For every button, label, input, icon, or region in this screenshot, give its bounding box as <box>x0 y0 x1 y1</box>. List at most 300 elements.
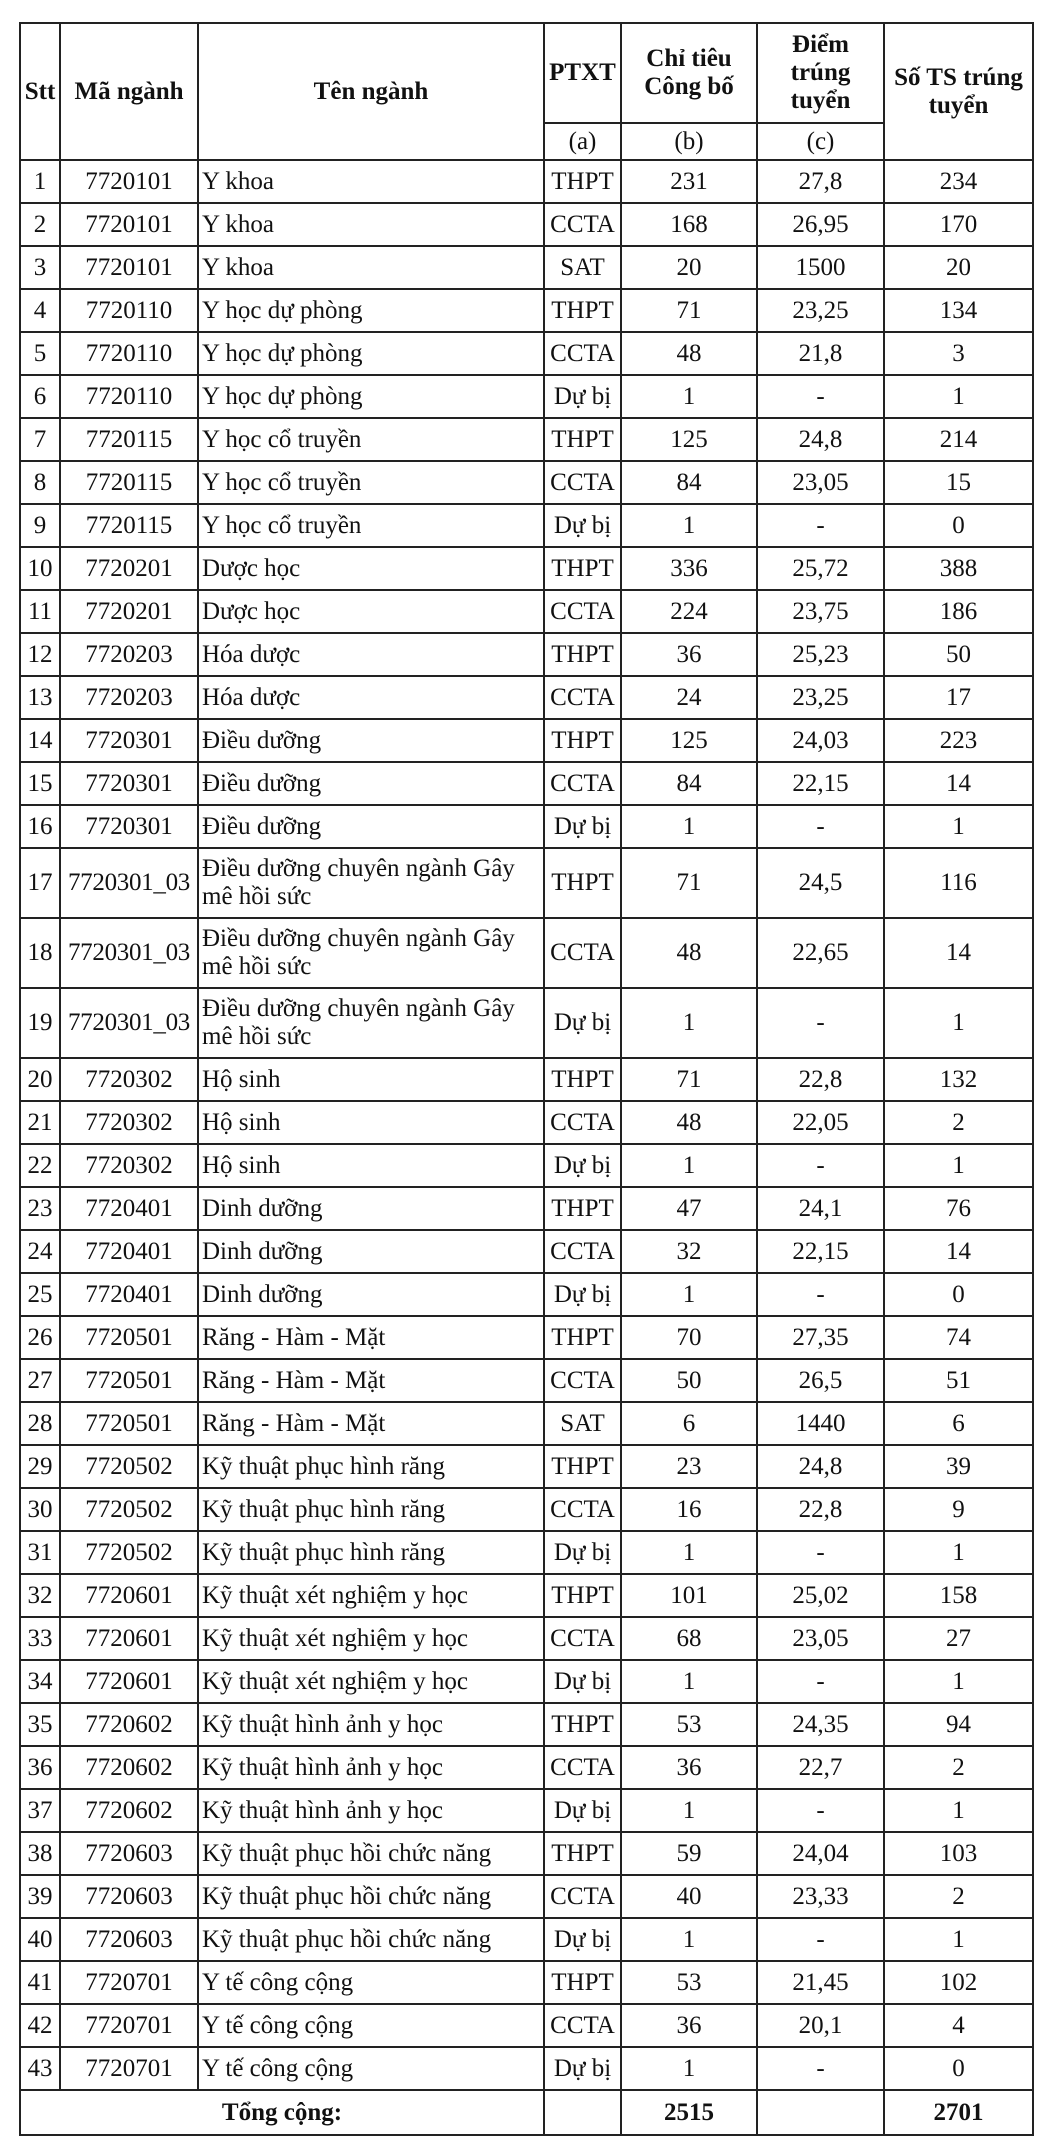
table-row <box>20 1703 1033 1746</box>
table-row <box>20 1617 1033 1660</box>
cell-ma-nganh: 7720601 <box>60 1574 198 1617</box>
cell-ma-nganh: 7720101 <box>60 160 198 203</box>
cell-ma-nganh: 7720301_03 <box>60 918 198 988</box>
cell-chi-tieu: 68 <box>621 1617 757 1660</box>
cell-stt: 1 <box>20 160 60 203</box>
cell-ma-nganh: 7720401 <box>60 1273 198 1316</box>
cell-ptxt: CCTA <box>544 461 621 504</box>
cell-diem: 27,8 <box>757 160 884 203</box>
cell-ten-nganh: Kỹ thuật xét nghiệm y học <box>198 1574 544 1617</box>
cell-stt: 9 <box>20 504 60 547</box>
table-row <box>20 547 1033 590</box>
cell-stt: 16 <box>20 805 60 848</box>
cell-ten-nganh: Điều dưỡng chuyên ngành Gây mê hồi sức <box>198 848 544 918</box>
table-row <box>20 1402 1033 1445</box>
cell-diem: - <box>757 504 884 547</box>
cell-ptxt: THPT <box>544 719 621 762</box>
table-row <box>20 1660 1033 1703</box>
cell-ma-nganh: 7720602 <box>60 1789 198 1832</box>
header-ptxt: PTXT <box>544 23 621 123</box>
cell-chi-tieu: 1 <box>621 1273 757 1316</box>
cell-chi-tieu: 50 <box>621 1359 757 1402</box>
cell-ma-nganh: 7720502 <box>60 1531 198 1574</box>
cell-stt: 41 <box>20 1961 60 2004</box>
cell-ptxt: THPT <box>544 418 621 461</box>
cell-stt: 6 <box>20 375 60 418</box>
cell-so-ts: 3 <box>884 332 1033 375</box>
cell-chi-tieu: 16 <box>621 1488 757 1531</box>
header-sub-a: (a) <box>544 123 621 160</box>
cell-stt: 17 <box>20 848 60 918</box>
cell-ptxt: CCTA <box>544 203 621 246</box>
cell-chi-tieu: 40 <box>621 1875 757 1918</box>
cell-chi-tieu: 71 <box>621 289 757 332</box>
cell-so-ts: 134 <box>884 289 1033 332</box>
table-row <box>20 590 1033 633</box>
cell-ptxt: Dự bị <box>544 1531 621 1574</box>
cell-ptxt: THPT <box>544 1058 621 1101</box>
cell-chi-tieu: 24 <box>621 676 757 719</box>
cell-so-ts: 17 <box>884 676 1033 719</box>
cell-stt: 25 <box>20 1273 60 1316</box>
cell-diem: 24,8 <box>757 418 884 461</box>
cell-ptxt: Dự bị <box>544 375 621 418</box>
cell-stt: 24 <box>20 1230 60 1273</box>
cell-so-ts: 20 <box>884 246 1033 289</box>
cell-so-ts: 1 <box>884 1918 1033 1961</box>
cell-stt: 31 <box>20 1531 60 1574</box>
cell-ten-nganh: Kỹ thuật phục hồi chức năng <box>198 1832 544 1875</box>
table-row <box>20 805 1033 848</box>
cell-ten-nganh: Y học dự phòng <box>198 375 544 418</box>
cell-diem: 22,15 <box>757 762 884 805</box>
table-row <box>20 762 1033 805</box>
cell-stt: 32 <box>20 1574 60 1617</box>
table-header <box>20 23 1033 160</box>
table-row <box>20 988 1033 1058</box>
cell-ma-nganh: 7720602 <box>60 1703 198 1746</box>
header-ten-nganh: Tên ngành <box>198 23 544 160</box>
cell-chi-tieu: 336 <box>621 547 757 590</box>
cell-ma-nganh: 7720301 <box>60 805 198 848</box>
cell-ma-nganh: 7720601 <box>60 1660 198 1703</box>
table-row <box>20 918 1033 988</box>
cell-ptxt: THPT <box>544 1187 621 1230</box>
cell-so-ts: 223 <box>884 719 1033 762</box>
table-row <box>20 1789 1033 1832</box>
cell-so-ts: 76 <box>884 1187 1033 1230</box>
cell-so-ts: 1 <box>884 1789 1033 1832</box>
cell-ptxt: CCTA <box>544 918 621 988</box>
table-row <box>20 676 1033 719</box>
cell-chi-tieu: 231 <box>621 160 757 203</box>
cell-diem: - <box>757 1144 884 1187</box>
cell-diem: - <box>757 1789 884 1832</box>
cell-ten-nganh: Y học dự phòng <box>198 332 544 375</box>
cell-chi-tieu: 84 <box>621 461 757 504</box>
cell-diem: 24,5 <box>757 848 884 918</box>
table-row <box>20 1875 1033 1918</box>
cell-ma-nganh: 7720502 <box>60 1488 198 1531</box>
cell-ma-nganh: 7720502 <box>60 1445 198 1488</box>
cell-ma-nganh: 7720501 <box>60 1316 198 1359</box>
cell-so-ts: 9 <box>884 1488 1033 1531</box>
cell-diem: - <box>757 988 884 1058</box>
cell-chi-tieu: 20 <box>621 246 757 289</box>
cell-stt: 28 <box>20 1402 60 1445</box>
cell-ten-nganh: Dược học <box>198 590 544 633</box>
cell-chi-tieu: 32 <box>621 1230 757 1273</box>
cell-ptxt: CCTA <box>544 1488 621 1531</box>
cell-ten-nganh: Y tế công cộng <box>198 1961 544 2004</box>
cell-chi-tieu: 36 <box>621 2004 757 2047</box>
table-footer <box>20 2090 1033 2135</box>
table-row <box>20 1961 1033 2004</box>
cell-chi-tieu: 48 <box>621 918 757 988</box>
header-diem: Điểm trúng tuyển <box>757 23 884 123</box>
cell-ten-nganh: Kỹ thuật xét nghiệm y học <box>198 1660 544 1703</box>
table-row <box>20 1445 1033 1488</box>
table-row <box>20 1488 1033 1531</box>
cell-ma-nganh: 7720110 <box>60 375 198 418</box>
cell-ma-nganh: 7720201 <box>60 547 198 590</box>
cell-diem: - <box>757 1531 884 1574</box>
cell-chi-tieu: 1 <box>621 1660 757 1703</box>
cell-ten-nganh: Hóa dược <box>198 676 544 719</box>
table-row <box>20 461 1033 504</box>
cell-diem: 23,25 <box>757 676 884 719</box>
cell-ma-nganh: 7720603 <box>60 1875 198 1918</box>
cell-stt: 5 <box>20 332 60 375</box>
table-row <box>20 203 1033 246</box>
cell-diem: - <box>757 805 884 848</box>
cell-so-ts: 2 <box>884 1101 1033 1144</box>
cell-ptxt: CCTA <box>544 1875 621 1918</box>
cell-diem: - <box>757 2047 884 2090</box>
cell-chi-tieu: 125 <box>621 418 757 461</box>
cell-ptxt: CCTA <box>544 1101 621 1144</box>
cell-so-ts: 4 <box>884 2004 1033 2047</box>
cell-ptxt: THPT <box>544 1703 621 1746</box>
cell-ptxt: Dự bị <box>544 1789 621 1832</box>
cell-stt: 19 <box>20 988 60 1058</box>
cell-diem: 26,95 <box>757 203 884 246</box>
table-row <box>20 1230 1033 1273</box>
cell-ma-nganh: 7720301 <box>60 719 198 762</box>
cell-ma-nganh: 7720101 <box>60 246 198 289</box>
cell-ma-nganh: 7720203 <box>60 633 198 676</box>
cell-stt: 21 <box>20 1101 60 1144</box>
cell-ten-nganh: Hóa dược <box>198 633 544 676</box>
cell-ptxt: Dự bị <box>544 988 621 1058</box>
cell-stt: 29 <box>20 1445 60 1488</box>
header-chi-tieu: Chỉ tiêu Công bố <box>621 23 757 123</box>
cell-stt: 40 <box>20 1918 60 1961</box>
table-row <box>20 1101 1033 1144</box>
table-row <box>20 1316 1033 1359</box>
cell-chi-tieu: 70 <box>621 1316 757 1359</box>
cell-stt: 12 <box>20 633 60 676</box>
cell-ten-nganh: Y học cổ truyền <box>198 504 544 547</box>
cell-ma-nganh: 7720110 <box>60 289 198 332</box>
cell-ten-nganh: Y khoa <box>198 246 544 289</box>
cell-so-ts: 14 <box>884 918 1033 988</box>
cell-stt: 35 <box>20 1703 60 1746</box>
cell-ptxt: SAT <box>544 246 621 289</box>
cell-diem: 22,05 <box>757 1101 884 1144</box>
cell-so-ts: 94 <box>884 1703 1033 1746</box>
cell-ma-nganh: 7720601 <box>60 1617 198 1660</box>
cell-stt: 8 <box>20 461 60 504</box>
cell-ptxt: THPT <box>544 547 621 590</box>
cell-stt: 30 <box>20 1488 60 1531</box>
cell-ten-nganh: Y học cổ truyền <box>198 418 544 461</box>
cell-ten-nganh: Kỹ thuật xét nghiệm y học <box>198 1617 544 1660</box>
header-sub-c: (c) <box>757 123 884 160</box>
cell-ptxt: CCTA <box>544 332 621 375</box>
cell-chi-tieu: 1 <box>621 2047 757 2090</box>
cell-ptxt: THPT <box>544 1832 621 1875</box>
cell-ten-nganh: Kỹ thuật phục hồi chức năng <box>198 1875 544 1918</box>
cell-ptxt: CCTA <box>544 762 621 805</box>
cell-diem: 22,8 <box>757 1488 884 1531</box>
table-row <box>20 246 1033 289</box>
cell-ptxt: THPT <box>544 1445 621 1488</box>
cell-so-ts: 50 <box>884 633 1033 676</box>
cell-diem: 1440 <box>757 1402 884 1445</box>
cell-so-ts: 158 <box>884 1574 1033 1617</box>
cell-diem: 23,25 <box>757 289 884 332</box>
total-chi-tieu: 2515 <box>621 2090 757 2135</box>
cell-ten-nganh: Điều dưỡng chuyên ngành Gây mê hồi sức <box>198 918 544 988</box>
table-row <box>20 1144 1033 1187</box>
table-row <box>20 1273 1033 1316</box>
cell-stt: 3 <box>20 246 60 289</box>
cell-ptxt: Dự bị <box>544 1918 621 1961</box>
cell-ma-nganh: 7720301 <box>60 762 198 805</box>
cell-diem: 24,03 <box>757 719 884 762</box>
cell-diem: 23,75 <box>757 590 884 633</box>
cell-ma-nganh: 7720203 <box>60 676 198 719</box>
cell-chi-tieu: 168 <box>621 203 757 246</box>
cell-stt: 13 <box>20 676 60 719</box>
cell-ma-nganh: 7720501 <box>60 1359 198 1402</box>
cell-ptxt: Dự bị <box>544 2047 621 2090</box>
cell-ten-nganh: Y tế công cộng <box>198 2004 544 2047</box>
cell-stt: 43 <box>20 2047 60 2090</box>
cell-diem: 23,33 <box>757 1875 884 1918</box>
cell-so-ts: 0 <box>884 2047 1033 2090</box>
cell-diem: 22,8 <box>757 1058 884 1101</box>
cell-ma-nganh: 7720115 <box>60 418 198 461</box>
cell-ma-nganh: 7720603 <box>60 1918 198 1961</box>
cell-diem: 22,15 <box>757 1230 884 1273</box>
cell-so-ts: 0 <box>884 1273 1033 1316</box>
cell-so-ts: 27 <box>884 1617 1033 1660</box>
cell-diem: 24,8 <box>757 1445 884 1488</box>
cell-ten-nganh: Điều dưỡng <box>198 805 544 848</box>
cell-chi-tieu: 23 <box>621 1445 757 1488</box>
cell-ptxt: CCTA <box>544 590 621 633</box>
cell-chi-tieu: 6 <box>621 1402 757 1445</box>
admission-results-table-container <box>19 22 1032 2136</box>
cell-ten-nganh: Dinh dưỡng <box>198 1273 544 1316</box>
cell-so-ts: 39 <box>884 1445 1033 1488</box>
cell-ma-nganh: 7720110 <box>60 332 198 375</box>
header-so-ts: Số TS trúng tuyển <box>884 23 1033 160</box>
cell-ptxt: CCTA <box>544 676 621 719</box>
cell-ptxt: CCTA <box>544 1230 621 1273</box>
cell-so-ts: 234 <box>884 160 1033 203</box>
cell-diem: 26,5 <box>757 1359 884 1402</box>
cell-ma-nganh: 7720301_03 <box>60 988 198 1058</box>
cell-diem: - <box>757 1918 884 1961</box>
cell-ptxt: Dự bị <box>544 1660 621 1703</box>
cell-ptxt: Dự bị <box>544 504 621 547</box>
cell-ten-nganh: Kỹ thuật hình ảnh y học <box>198 1789 544 1832</box>
cell-chi-tieu: 48 <box>621 1101 757 1144</box>
cell-ma-nganh: 7720602 <box>60 1746 198 1789</box>
cell-stt: 26 <box>20 1316 60 1359</box>
cell-stt: 4 <box>20 289 60 332</box>
cell-ten-nganh: Dinh dưỡng <box>198 1230 544 1273</box>
cell-chi-tieu: 1 <box>621 988 757 1058</box>
cell-chi-tieu: 1 <box>621 1918 757 1961</box>
cell-stt: 10 <box>20 547 60 590</box>
cell-diem: 22,7 <box>757 1746 884 1789</box>
cell-ten-nganh: Y học cổ truyền <box>198 461 544 504</box>
cell-diem: 22,65 <box>757 918 884 988</box>
cell-chi-tieu: 1 <box>621 504 757 547</box>
cell-ma-nganh: 7720501 <box>60 1402 198 1445</box>
cell-ten-nganh: Kỹ thuật phục hình răng <box>198 1488 544 1531</box>
cell-chi-tieu: 53 <box>621 1961 757 2004</box>
cell-ten-nganh: Y khoa <box>198 203 544 246</box>
cell-ptxt: THPT <box>544 848 621 918</box>
cell-ma-nganh: 7720603 <box>60 1832 198 1875</box>
cell-ten-nganh: Y tế công cộng <box>198 2047 544 2090</box>
table-row <box>20 504 1033 547</box>
cell-diem: 24,04 <box>757 1832 884 1875</box>
cell-ma-nganh: 7720701 <box>60 2047 198 2090</box>
total-row <box>20 2090 1033 2135</box>
cell-ma-nganh: 7720401 <box>60 1187 198 1230</box>
cell-diem: - <box>757 1273 884 1316</box>
table-row <box>20 332 1033 375</box>
cell-chi-tieu: 48 <box>621 332 757 375</box>
cell-stt: 39 <box>20 1875 60 1918</box>
cell-stt: 42 <box>20 2004 60 2047</box>
cell-so-ts: 1 <box>884 1144 1033 1187</box>
cell-diem: 24,1 <box>757 1187 884 1230</box>
cell-stt: 11 <box>20 590 60 633</box>
cell-so-ts: 14 <box>884 762 1033 805</box>
table-row <box>20 1918 1033 1961</box>
cell-so-ts: 1 <box>884 1660 1033 1703</box>
cell-ptxt: THPT <box>544 160 621 203</box>
header-ma-nganh: Mã ngành <box>60 23 198 160</box>
cell-chi-tieu: 71 <box>621 848 757 918</box>
cell-so-ts: 1 <box>884 375 1033 418</box>
cell-so-ts: 102 <box>884 1961 1033 2004</box>
cell-chi-tieu: 125 <box>621 719 757 762</box>
cell-ptxt: THPT <box>544 289 621 332</box>
table-row <box>20 418 1033 461</box>
total-so-ts: 2701 <box>884 2090 1033 2135</box>
cell-diem: 21,45 <box>757 1961 884 2004</box>
cell-stt: 2 <box>20 203 60 246</box>
cell-diem: 25,02 <box>757 1574 884 1617</box>
cell-diem: 25,72 <box>757 547 884 590</box>
cell-ten-nganh: Y khoa <box>198 160 544 203</box>
cell-so-ts: 1 <box>884 805 1033 848</box>
cell-ten-nganh: Kỹ thuật phục hình răng <box>198 1531 544 1574</box>
cell-ptxt: CCTA <box>544 1359 621 1402</box>
cell-stt: 38 <box>20 1832 60 1875</box>
cell-ptxt: THPT <box>544 1316 621 1359</box>
cell-ten-nganh: Răng - Hàm - Mặt <box>198 1316 544 1359</box>
cell-stt: 33 <box>20 1617 60 1660</box>
cell-chi-tieu: 101 <box>621 1574 757 1617</box>
cell-ten-nganh: Hộ sinh <box>198 1144 544 1187</box>
cell-ten-nganh: Điều dưỡng <box>198 762 544 805</box>
cell-ma-nganh: 7720701 <box>60 1961 198 2004</box>
cell-diem: 24,35 <box>757 1703 884 1746</box>
cell-so-ts: 0 <box>884 504 1033 547</box>
cell-so-ts: 214 <box>884 418 1033 461</box>
cell-ptxt: CCTA <box>544 1617 621 1660</box>
cell-ten-nganh: Dược học <box>198 547 544 590</box>
cell-ptxt: THPT <box>544 633 621 676</box>
cell-ptxt: SAT <box>544 1402 621 1445</box>
cell-so-ts: 132 <box>884 1058 1033 1101</box>
cell-chi-tieu: 47 <box>621 1187 757 1230</box>
table-row <box>20 633 1033 676</box>
cell-diem: 20,1 <box>757 2004 884 2047</box>
cell-ten-nganh: Răng - Hàm - Mặt <box>198 1402 544 1445</box>
table-row <box>20 2004 1033 2047</box>
cell-stt: 27 <box>20 1359 60 1402</box>
cell-ten-nganh: Y học dự phòng <box>198 289 544 332</box>
header-sub-b: (b) <box>621 123 757 160</box>
cell-so-ts: 186 <box>884 590 1033 633</box>
cell-so-ts: 15 <box>884 461 1033 504</box>
table-row <box>20 1531 1033 1574</box>
table-row <box>20 2047 1033 2090</box>
cell-chi-tieu: 84 <box>621 762 757 805</box>
table-row <box>20 719 1033 762</box>
total-label: Tổng cộng: <box>20 2090 544 2135</box>
cell-diem: - <box>757 375 884 418</box>
cell-so-ts: 103 <box>884 1832 1033 1875</box>
cell-ptxt: Dự bị <box>544 1144 621 1187</box>
cell-ptxt: THPT <box>544 1574 621 1617</box>
cell-ma-nganh: 7720302 <box>60 1058 198 1101</box>
table-row <box>20 1574 1033 1617</box>
cell-ma-nganh: 7720301_03 <box>60 848 198 918</box>
cell-stt: 34 <box>20 1660 60 1703</box>
cell-ma-nganh: 7720401 <box>60 1230 198 1273</box>
total-ptxt-empty <box>544 2090 621 2135</box>
cell-stt: 14 <box>20 719 60 762</box>
cell-stt: 22 <box>20 1144 60 1187</box>
cell-ten-nganh: Điều dưỡng <box>198 719 544 762</box>
table-row <box>20 848 1033 918</box>
cell-chi-tieu: 1 <box>621 1144 757 1187</box>
cell-ten-nganh: Dinh dưỡng <box>198 1187 544 1230</box>
cell-chi-tieu: 224 <box>621 590 757 633</box>
cell-stt: 37 <box>20 1789 60 1832</box>
